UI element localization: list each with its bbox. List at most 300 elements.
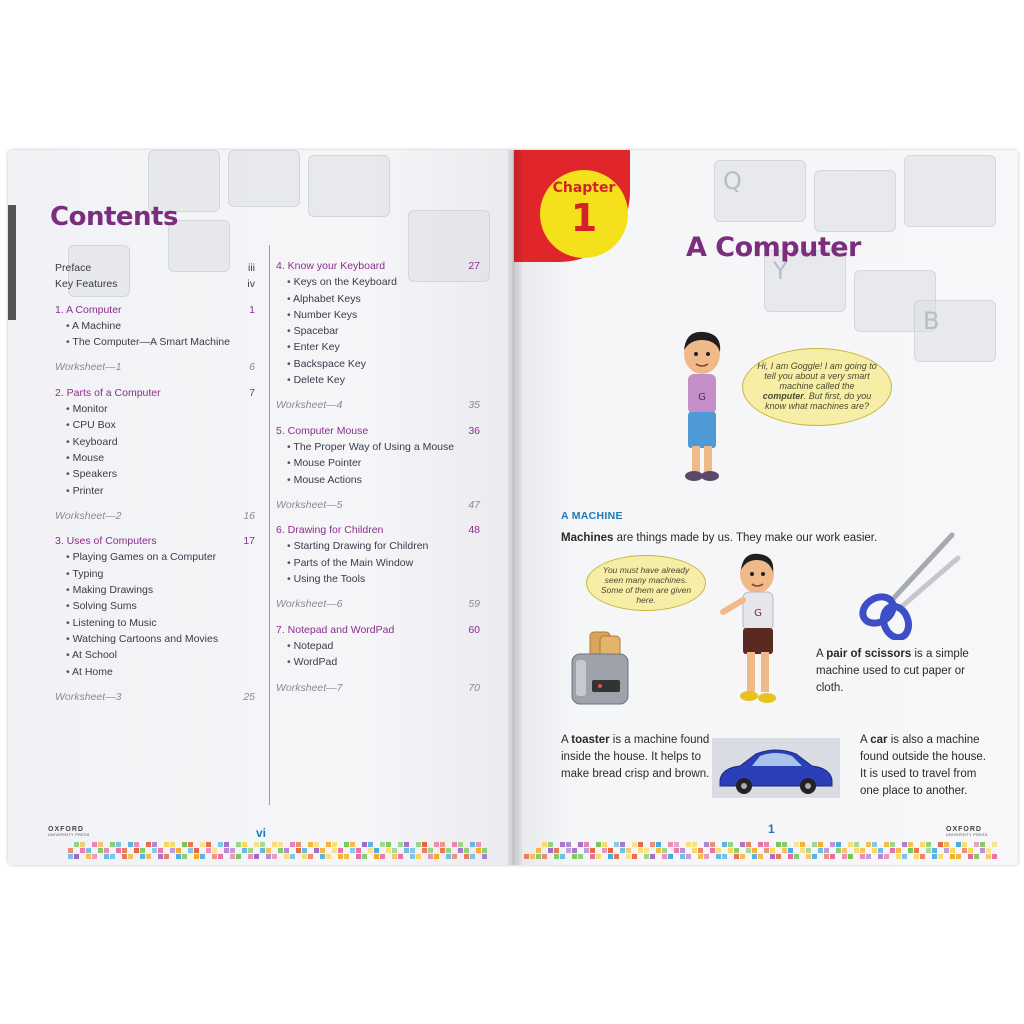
- toc-entry-label: WordPad: [293, 656, 338, 669]
- pixel-square: [254, 854, 259, 859]
- pixel-square: [674, 848, 679, 853]
- pixel-square: [674, 842, 679, 847]
- speech-bubble-machines: You must have already seen many machines. Some of them are given here.: [586, 555, 706, 611]
- pixel-square: [836, 842, 841, 847]
- toc-topic: [276, 571, 480, 587]
- pixel-square: [224, 842, 229, 847]
- pixel-square: [932, 848, 937, 853]
- pixel-square: [854, 848, 859, 853]
- pixel-square: [578, 842, 583, 847]
- pixel-square: [200, 842, 205, 847]
- pixel-square: [632, 842, 637, 847]
- pixel-square: [338, 848, 343, 853]
- pixel-square: [446, 848, 451, 853]
- toc-entry-label: Using the Tools: [293, 573, 366, 586]
- pixel-square: [80, 848, 85, 853]
- pixel-square: [824, 854, 829, 859]
- toaster-illustration: [566, 630, 638, 710]
- pixel-square: [398, 842, 403, 847]
- toc-entry-label: Starting Drawing for Children: [293, 540, 429, 553]
- toc-page-number: 60: [468, 623, 480, 636]
- toc-page-number: 7: [249, 386, 255, 399]
- pixel-square: [584, 848, 589, 853]
- pixel-square: [752, 848, 757, 853]
- pixel-square: [92, 842, 97, 847]
- toc-entry-label: Number Keys: [293, 308, 358, 321]
- pixel-square: [344, 854, 349, 859]
- pixel-square: [890, 848, 895, 853]
- pixel-square: [638, 848, 643, 853]
- pixel-square: [86, 854, 91, 859]
- pixel-square: [314, 842, 319, 847]
- toc-chapter: [55, 533, 255, 549]
- scissors-bold: pair of scissors: [826, 648, 912, 660]
- pixel-square: [278, 848, 283, 853]
- pixel-square: [410, 854, 415, 859]
- pixel-square: [818, 842, 823, 847]
- pixel-square: [668, 854, 673, 859]
- toc-topic: [55, 434, 255, 450]
- pixel-square: [230, 854, 235, 859]
- toc-spacer: [55, 524, 255, 533]
- pixel-square: [902, 854, 907, 859]
- section-heading: A MACHINE: [561, 510, 623, 522]
- pixel-square: [320, 854, 325, 859]
- pixel-square: [920, 842, 925, 847]
- pixel-square: [722, 854, 727, 859]
- toc-entry-label: Worksheet—6: [276, 598, 343, 611]
- toc-entry-label: Backspace Key: [293, 357, 366, 370]
- toc-entry-label: Mouse Pointer: [293, 457, 362, 470]
- pixel-square: [914, 854, 919, 859]
- pixel-square: [608, 854, 613, 859]
- pixel-square: [728, 842, 733, 847]
- toc-entry-label: Keys on the Keyboard: [293, 276, 397, 289]
- shirt-letter-text: G: [754, 608, 762, 619]
- pixel-square: [764, 848, 769, 853]
- pixel-square: [428, 848, 433, 853]
- pixel-square: [926, 842, 931, 847]
- toc-topic: [276, 372, 480, 388]
- pixel-square: [986, 848, 991, 853]
- toc-topic: [276, 555, 480, 571]
- pixel-square: [728, 848, 733, 853]
- pixel-square: [896, 848, 901, 853]
- toc-chapter: [276, 423, 480, 439]
- car-caption: [860, 732, 990, 800]
- pixel-square: [716, 848, 721, 853]
- pixel-square: [248, 848, 253, 853]
- pixel-square: [206, 842, 211, 847]
- toc-entry-label: Spacebar: [293, 325, 339, 338]
- pixel-square: [176, 854, 181, 859]
- pixel-square: [296, 842, 301, 847]
- pixel-square: [176, 848, 181, 853]
- toc-entry-label: Keyboard: [72, 435, 118, 448]
- pixel-square: [284, 848, 289, 853]
- pixel-square: [410, 848, 415, 853]
- car-bold: car: [870, 734, 888, 746]
- pixel-square: [206, 848, 211, 853]
- toc-page-number: 27: [468, 260, 480, 272]
- pixel-square: [116, 842, 121, 847]
- pixel-square: [746, 848, 751, 853]
- bubble-intro-bold: computer: [762, 391, 804, 401]
- pixel-square: [290, 842, 295, 847]
- toc-entry-label: Printer: [72, 484, 104, 497]
- pixel-square: [620, 848, 625, 853]
- pixel-square: [86, 848, 91, 853]
- pixel-square: [776, 854, 781, 859]
- open-book: [8, 150, 1018, 865]
- pixel-square: [830, 854, 835, 859]
- pixel-square: [956, 854, 961, 859]
- pixel-square: [212, 854, 217, 859]
- pixel-square: [734, 854, 739, 859]
- toc-entry-label: 1. A Computer: [55, 303, 122, 316]
- pixel-square: [842, 854, 847, 859]
- pixel-square: [908, 842, 913, 847]
- pixel-square: [650, 842, 655, 847]
- toc-entry-label: At Home: [72, 665, 113, 678]
- toc-worksheet: [55, 508, 255, 524]
- toc-worksheet: [276, 596, 480, 612]
- pixel-square: [452, 854, 457, 859]
- pixel-square: [362, 842, 367, 847]
- pixel-square: [896, 854, 901, 859]
- pixel-square: [860, 854, 865, 859]
- intro-text: are things made by us. They make our work easier.: [613, 532, 878, 544]
- pixel-square: [716, 854, 721, 859]
- toaster-text: is a machine found inside the house. It helps to make bread crisp and brown.: [561, 734, 710, 780]
- pixel-square: [302, 854, 307, 859]
- pixel-square: [752, 854, 757, 859]
- pixel-square: [368, 842, 373, 847]
- pixel-square: [560, 842, 565, 847]
- pixel-square: [140, 854, 145, 859]
- toc-spacer: [55, 293, 255, 302]
- pixel-square: [878, 854, 883, 859]
- toc-entry-label: 6. Drawing for Children: [276, 524, 384, 537]
- pixel-square: [770, 854, 775, 859]
- pixel-square: [572, 854, 577, 859]
- pixel-square: [692, 842, 697, 847]
- pixel-square: [950, 854, 955, 859]
- toc-divider: [269, 245, 270, 805]
- pixel-square: [356, 848, 361, 853]
- pixel-square: [170, 842, 175, 847]
- pixel-square: [902, 842, 907, 847]
- scissors-text: is a simple machine used to cut paper or cloth.: [816, 648, 969, 694]
- pixel-square: [248, 854, 253, 859]
- toc-topic: [55, 318, 255, 334]
- pixel-square: [884, 842, 889, 847]
- pixel-square: [590, 854, 595, 859]
- pixel-square: [668, 842, 673, 847]
- pixel-square: [962, 848, 967, 853]
- pixel-square: [272, 854, 277, 859]
- pixel-square: [644, 854, 649, 859]
- pixel-square: [164, 842, 169, 847]
- pixel-square: [452, 842, 457, 847]
- toc-spacer: [276, 613, 480, 622]
- pixel-square: [944, 842, 949, 847]
- toc-entry: [55, 260, 255, 276]
- pixel-square: [626, 848, 631, 853]
- pixel-square: [128, 854, 133, 859]
- pixel-square: [278, 842, 283, 847]
- pixel-square: [974, 854, 979, 859]
- toc-topic: [276, 472, 480, 488]
- pixel-square: [332, 848, 337, 853]
- toc-topic: [276, 356, 480, 372]
- pixel-square: [866, 854, 871, 859]
- pixel-square: [710, 842, 715, 847]
- toc-entry: [55, 276, 255, 292]
- toc-spacer: [276, 414, 480, 423]
- pixel-square: [386, 848, 391, 853]
- pixel-square: [782, 842, 787, 847]
- toc-worksheet: [276, 497, 480, 513]
- toc-page-number: 59: [468, 598, 480, 611]
- pixel-square: [356, 854, 361, 859]
- toc-entry-label: 2. Parts of a Computer: [55, 386, 161, 399]
- pixel-square: [656, 848, 661, 853]
- toc-chapter: [276, 522, 480, 538]
- toc-topic: [276, 455, 480, 471]
- pixel-square: [212, 848, 217, 853]
- pixel-square: [146, 842, 151, 847]
- pixel-square: [380, 854, 385, 859]
- toc-page-number: 35: [468, 399, 480, 412]
- pixel-square: [458, 842, 463, 847]
- pixel-square: [374, 854, 379, 859]
- pixel-square: [188, 848, 193, 853]
- pixel-square: [608, 848, 613, 853]
- pixel-square: [350, 842, 355, 847]
- pixel-square: [740, 842, 745, 847]
- pixel-square: [302, 848, 307, 853]
- pixel-square: [482, 848, 487, 853]
- toc-entry-label: Preface: [55, 262, 92, 274]
- pixel-square: [758, 842, 763, 847]
- toaster-caption: [561, 732, 711, 783]
- pixel-square: [458, 848, 463, 853]
- pixel-square: [260, 848, 265, 853]
- chapter-page: [514, 150, 1018, 865]
- pixel-square: [758, 854, 763, 859]
- pixel-square: [380, 842, 385, 847]
- toc-spacer: [55, 499, 255, 508]
- pixel-square: [764, 842, 769, 847]
- pixel-square: [68, 848, 73, 853]
- toc-page-number: 17: [243, 535, 255, 548]
- toc-entry-label: 3. Uses of Computers: [55, 535, 157, 548]
- pixel-square: [560, 854, 565, 859]
- pixel-square: [800, 842, 805, 847]
- pixel-square: [968, 848, 973, 853]
- pixel-square: [794, 854, 799, 859]
- pixel-square: [194, 848, 199, 853]
- toc-entry-label: The Proper Way of Using a Mouse: [293, 440, 455, 453]
- pixel-square: [218, 854, 223, 859]
- bubble-intro-text: Hi, I am Goggle! I am going to tell you about a very smart machine called the: [757, 361, 877, 391]
- pixel-square: [578, 854, 583, 859]
- toc-topic: [276, 307, 480, 323]
- toc-topic: [276, 538, 480, 554]
- pixel-square: [536, 848, 541, 853]
- pixel-square: [770, 848, 775, 853]
- pixel-square: [362, 854, 367, 859]
- pixel-square: [638, 842, 643, 847]
- pixel-square: [788, 854, 793, 859]
- pixel-square: [182, 854, 187, 859]
- pixel-square: [938, 854, 943, 859]
- pixel-square: [152, 848, 157, 853]
- scissors-text-pre: A: [816, 648, 827, 660]
- pixel-square: [110, 842, 115, 847]
- pixel-square: [596, 842, 601, 847]
- pixel-square: [620, 842, 625, 847]
- pixel-square: [980, 848, 985, 853]
- pixel-square: [104, 848, 109, 853]
- pixel-square: [698, 848, 703, 853]
- pixel-square: [470, 842, 475, 847]
- pixel-square: [122, 848, 127, 853]
- contents-page: [8, 150, 514, 865]
- toc-topic: [276, 638, 480, 654]
- toc-entry-label: Speakers: [72, 468, 117, 481]
- toc-topic: [55, 549, 255, 565]
- pixel-square: [242, 848, 247, 853]
- toc-topic: [55, 566, 255, 582]
- pixel-square: [602, 848, 607, 853]
- toc-column-1: [55, 260, 255, 705]
- pixel-square: [74, 842, 79, 847]
- pixel-square: [884, 854, 889, 859]
- chapter-title: A Computer: [686, 232, 861, 263]
- toc-worksheet: [55, 359, 255, 375]
- toc-entry-label: Solving Sums: [72, 600, 137, 613]
- pixel-square: [242, 842, 247, 847]
- toc-page-number: 36: [468, 424, 480, 437]
- pixel-square: [440, 848, 445, 853]
- pixel-square: [200, 854, 205, 859]
- pixel-square: [290, 854, 295, 859]
- pixel-square: [536, 854, 541, 859]
- pixel-square: [398, 854, 403, 859]
- toc-page-number: iv: [247, 278, 255, 291]
- pixel-decoration: [68, 836, 488, 860]
- publisher-subname: UNIVERSITY PRESS: [946, 833, 988, 837]
- toc-page-number: 25: [243, 690, 255, 703]
- pixel-square: [698, 854, 703, 859]
- toc-topic: [276, 439, 480, 455]
- pixel-square: [968, 854, 973, 859]
- toc-entry-label: 4. Know your Keyboard: [276, 260, 386, 272]
- pixel-square: [866, 842, 871, 847]
- pixel-square: [392, 854, 397, 859]
- toc-page-number: 16: [243, 509, 255, 522]
- pixel-square: [326, 854, 331, 859]
- publisher-name: OXFORD: [946, 826, 982, 833]
- pixel-square: [170, 848, 175, 853]
- toc-page-number: 47: [468, 498, 480, 511]
- pixel-square: [962, 842, 967, 847]
- book-spine: [508, 150, 522, 865]
- pixel-square: [194, 854, 199, 859]
- toc-spacer: [276, 671, 480, 680]
- pixel-square: [464, 854, 469, 859]
- pixel-square: [740, 854, 745, 859]
- toc-spacer: [276, 513, 480, 522]
- pixel-square: [80, 842, 85, 847]
- publisher-subname: UNIVERSITY PRESS: [48, 833, 90, 837]
- pixel-square: [566, 842, 571, 847]
- pixel-square: [434, 854, 439, 859]
- pixel-square: [812, 854, 817, 859]
- pixel-square: [542, 854, 547, 859]
- page-number: vi: [256, 826, 267, 840]
- pixel-square: [134, 842, 139, 847]
- pixel-square: [404, 842, 409, 847]
- pixel-square: [482, 854, 487, 859]
- toc-entry-label: Worksheet—7: [276, 681, 343, 694]
- pixel-decoration: [524, 836, 994, 860]
- pixel-square: [692, 848, 697, 853]
- pixel-square: [854, 842, 859, 847]
- pixel-square: [830, 842, 835, 847]
- pixel-square: [650, 854, 655, 859]
- toc-spacer: [55, 680, 255, 689]
- pixel-square: [584, 842, 589, 847]
- toc-entry-label: Monitor: [72, 403, 108, 416]
- pixel-square: [92, 854, 97, 859]
- toc-topic: [55, 483, 255, 499]
- toc-entry-label: At School: [72, 649, 117, 662]
- toc-entry-label: Worksheet—2: [55, 509, 122, 522]
- pixel-square: [134, 848, 139, 853]
- pixel-square: [158, 848, 163, 853]
- pixel-square: [992, 842, 997, 847]
- toc-entry-label: Listening to Music: [72, 616, 157, 629]
- toc-entry-label: Worksheet—1: [55, 361, 122, 374]
- toc-topic: [55, 582, 255, 598]
- toc-page-number: 6: [249, 361, 255, 374]
- toc-entry-label: Playing Games on a Computer: [72, 551, 217, 564]
- intro-bold: Machines: [561, 532, 614, 544]
- goggle-character-illustration: [672, 328, 732, 488]
- pixel-square: [890, 842, 895, 847]
- pixel-square: [812, 842, 817, 847]
- pixel-square: [872, 842, 877, 847]
- pixel-square: [386, 842, 391, 847]
- pixel-square: [686, 854, 691, 859]
- keyboard-key-bg: [308, 155, 390, 217]
- pixel-square: [266, 848, 271, 853]
- pixel-square: [314, 848, 319, 853]
- toc-entry-label: Alphabet Keys: [293, 292, 361, 305]
- toc-topic: [276, 291, 480, 307]
- pixel-square: [392, 848, 397, 853]
- toc-topic: [55, 664, 255, 680]
- pixel-square: [434, 842, 439, 847]
- pixel-square: [986, 854, 991, 859]
- toc-entry-label: Enter Key: [293, 341, 340, 354]
- pixel-square: [350, 848, 355, 853]
- toaster-bold: toaster: [571, 734, 610, 746]
- pixel-square: [422, 842, 427, 847]
